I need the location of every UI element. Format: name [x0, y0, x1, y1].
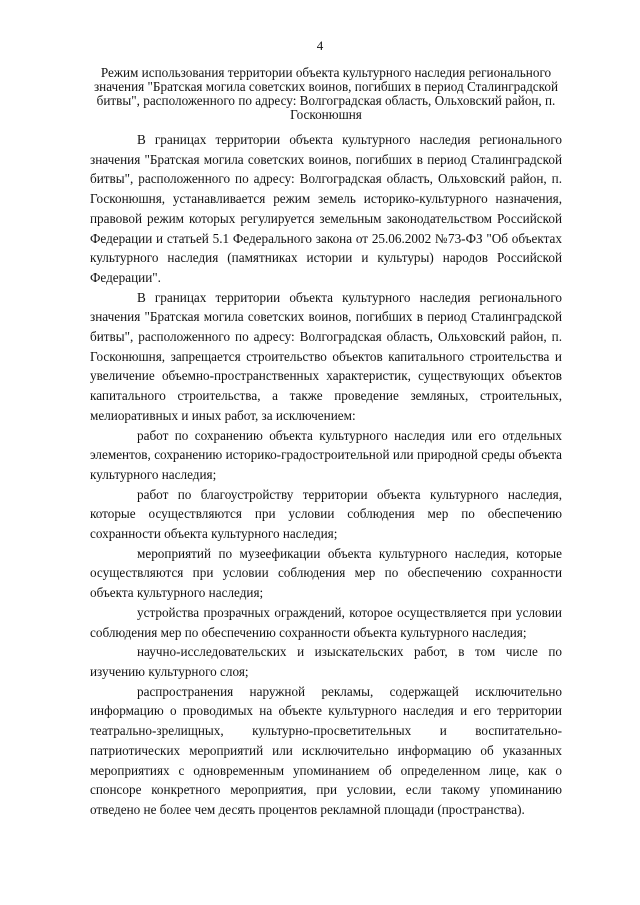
exception-item-preservation: работ по сохранению объекта культурного наследия или его отдельных элементов, сохранению историко-градостроительной или природной среды объекта культурного наследия;: [90, 427, 562, 482]
document-title: Режим использования территории объекта культурного наследия регионального значения "Братская могила советских воинов, погибших в период Сталинградской битвы", расположенного по адресу: Волгоградская область, Ольховский район, п. Госконюшня: [93, 65, 559, 122]
exceptions-list: [90, 426, 562, 820]
exception-item-advertising: распространения наружной рекламы, содержащей исключительно информацию о проводимых на объекте культурного наследия и его территории театрально-зрелищных, культурно-просветительных и воспитательно-патриотических мероприятий или исключительно информацию об указанных мероприятиях с одновременным упоминанием об определенном лице, как о спонсоре конкретного мероприятия, при условии, если такому упоминанию отведено не более чем десять процентов рекламной площади (пространства).: [90, 683, 562, 817]
exception-item-fencing: устройства прозрачных ограждений, которое осуществляется при условии соблюдения мер по обеспечению сохранности объекта культурного наследия;: [90, 604, 562, 640]
page-number: 4: [316, 38, 324, 53]
exception-item-research: научно-исследовательских и изыскательских работ, в том числе по изучению культурного слоя;: [90, 644, 562, 679]
document-body: [90, 130, 562, 820]
exception-item-landscaping: работ по благоустройству территории объекта культурного наследия, которые осуществляются при условии соблюдения мер по обеспечению сохранности объекта культурного наследия;: [90, 486, 562, 542]
exception-item-museification: мероприятий по музеефикации объекта культурного наследия, которые осуществляются при условии соблюдения мер по обеспечению сохранности объекта культурного наследия;: [90, 545, 562, 601]
paragraph-construction-ban: В границах территории объекта культурного наследия регионального значения "Братская могила советских воинов, погибших в период Сталинградской битвы", расположенного по адресу: Волгоградская область, Ольховский район, п. Госконюшня, запрещается строительство объектов капитального строительства и увеличение объемно-пространственных характеристик, существующих объектов капитального строительства, а также проведение земляных, строительных, мелиоративных и иных работ, за исключением:: [90, 289, 562, 423]
paragraph-land-regime: В границах территории объекта культурного наследия регионального значения "Братская могила советских воинов, погибших в период Сталинградской битвы", расположенного по адресу: Волгоградская область, Ольховский район, п. Госконюшня, устанавливается режим земель историко-культурного назначения, правовой режим которых регулируется земельным законодательством Российской Федерации и статьей 5.1 Федерального закона от 25.06.2002 №73-ФЗ "Об объектах культурного наследия (памятниках истории и культуры) народов Российской Федерации".: [90, 132, 562, 285]
